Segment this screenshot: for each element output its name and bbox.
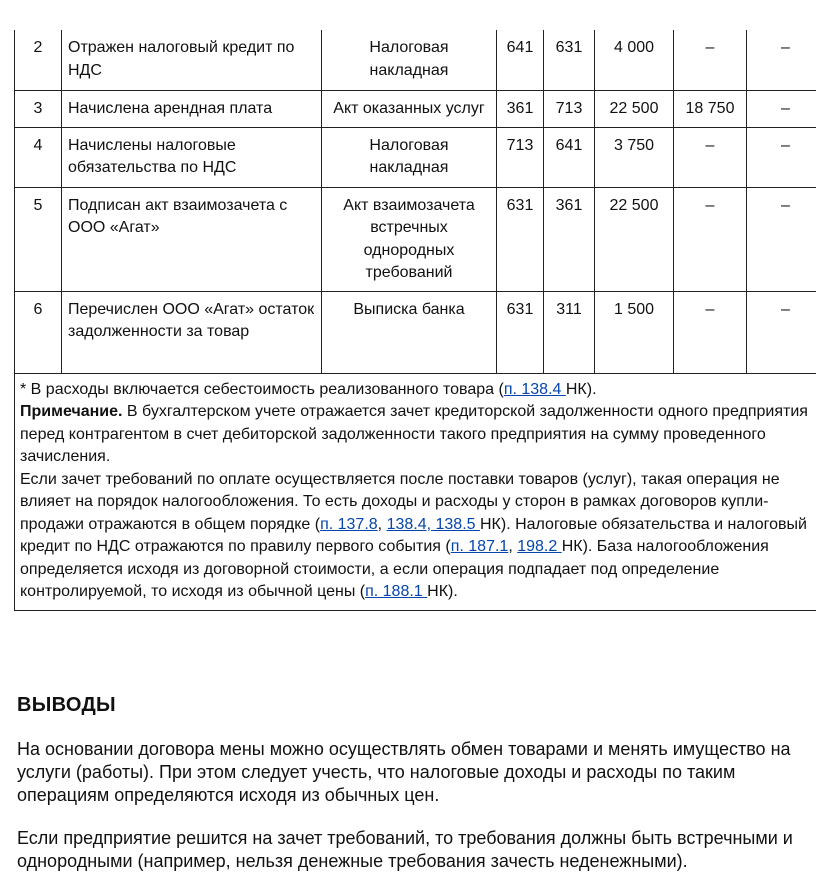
- operation-description: Отражен налоговый кредит по НДС: [62, 30, 322, 90]
- table-row: [15, 30, 816, 90]
- extra-amount: –: [674, 187, 747, 291]
- primary-document: Акт оказанных услуг: [322, 90, 497, 127]
- footnote-text: Если зачет требований по оплате осуществляется после поставки товаров (услуг), такая операция не влияет на порядок налогообложения. То есть доходы и расходы у сторон в рамках договоров купли-продажи отражаются в общем порядке (: [20, 470, 780, 533]
- last-column-value: –: [747, 90, 816, 127]
- conclusion-paragraph-offset: Если предприятие решится на зачет требований, то требования должны быть встречными и однородными (например, нельзя денежные требования зачесть неденежными).: [17, 828, 793, 871]
- footnote-expenses: [20, 379, 816, 402]
- link-p-138-4[interactable]: п. 138.4: [503, 380, 566, 398]
- row-number: 5: [15, 187, 62, 291]
- extra-amount: –: [674, 30, 747, 90]
- extra-amount: 18 750: [674, 90, 747, 127]
- debit-account: 631: [497, 291, 544, 373]
- row-number: 2: [15, 30, 62, 90]
- credit-account: 311: [544, 291, 595, 373]
- footnote-text: НК).: [427, 583, 458, 600]
- extra-amount: –: [674, 291, 747, 373]
- note-label: Примечание.: [20, 403, 123, 420]
- row-number: 4: [15, 127, 62, 187]
- footnote-row: [15, 373, 816, 610]
- operation-description: Перечислен ООО «Агат» остаток задолженности за товар: [62, 291, 322, 373]
- credit-account: 631: [544, 30, 595, 90]
- debit-account: 641: [497, 30, 544, 90]
- link-p-187-1[interactable]: п. 187.1: [450, 538, 509, 555]
- conclusion-paragraph-barter: На основании договора мены можно осуществлять обмен товарами и менять имущество на услуги (работы). При этом следует учесть, что налоговые доходы и расходы по таким операциям определяются исходя из обычных цен.: [17, 739, 791, 805]
- last-column-value: –: [747, 187, 816, 291]
- separator: ,: [508, 538, 518, 555]
- table-row: [15, 291, 816, 373]
- conclusions-section: [17, 694, 812, 871]
- table-row: [15, 127, 816, 187]
- footnote-text: НК).: [565, 380, 597, 398]
- last-column-value: –: [747, 30, 816, 90]
- last-column-value: –: [747, 127, 816, 187]
- operation-description: Начислены налоговые обязательства по НДС: [62, 127, 322, 187]
- footnote-note: [20, 401, 816, 469]
- amount: 4 000: [595, 30, 674, 90]
- footnote-text: * В расходы включается себестоимость реализованного товара (: [20, 380, 504, 398]
- separator: ,: [377, 515, 387, 533]
- last-column-value: –: [747, 291, 816, 373]
- link-p-188-1[interactable]: п. 188.1: [365, 583, 428, 600]
- section-heading: ВЫВОДЫ: [17, 694, 116, 716]
- footnote-taxation: [20, 469, 816, 604]
- primary-document: Выписка банка: [322, 291, 497, 373]
- footnote-cell: [15, 373, 816, 610]
- credit-account: 361: [544, 187, 595, 291]
- link-138-4-138-5[interactable]: 138.4, 138.5: [386, 515, 480, 533]
- primary-document: Акт взаимозачета встречных однородных требований: [322, 187, 497, 291]
- note-text: В бухгалтерском учете отражается зачет кредиторской задолженности одного предприятия перед контрагентом в счет дебиторской задолженности такого предприятия на сумму проведенного зачисления.: [20, 403, 808, 465]
- credit-account: 641: [544, 127, 595, 187]
- table-row: [15, 187, 816, 291]
- row-number: 6: [15, 291, 62, 373]
- link-p-137-8[interactable]: п. 137.8: [320, 515, 378, 533]
- row-number: 3: [15, 90, 62, 127]
- debit-account: 361: [497, 90, 544, 127]
- debit-account: 713: [497, 127, 544, 187]
- debit-account: 631: [497, 187, 544, 291]
- amount: 22 500: [595, 90, 674, 127]
- transactions-table: [14, 30, 816, 611]
- footnote-text: НК). База налогообложения определяется исходя из договорной стоимости, а если операция подпадает под определение контролируемой, то исходя из обычной цены (: [20, 538, 769, 600]
- amount: 3 750: [595, 127, 674, 187]
- operation-description: Подписан акт взаимозачета с ООО «Агат»: [62, 187, 322, 291]
- operation-description: Начислена арендная плата: [62, 90, 322, 127]
- primary-document: Налоговая накладная: [322, 30, 497, 90]
- extra-amount: –: [674, 127, 747, 187]
- link-198-2[interactable]: 198.2: [517, 538, 562, 555]
- credit-account: 713: [544, 90, 595, 127]
- amount: 22 500: [595, 187, 674, 291]
- footnote-text: НК). Налоговые обязательства и налоговый кредит по НДС отражаются по правилу первого события (: [20, 515, 807, 555]
- amount: 1 500: [595, 291, 674, 373]
- table-row: [15, 90, 816, 127]
- primary-document: Налоговая накладная: [322, 127, 497, 187]
